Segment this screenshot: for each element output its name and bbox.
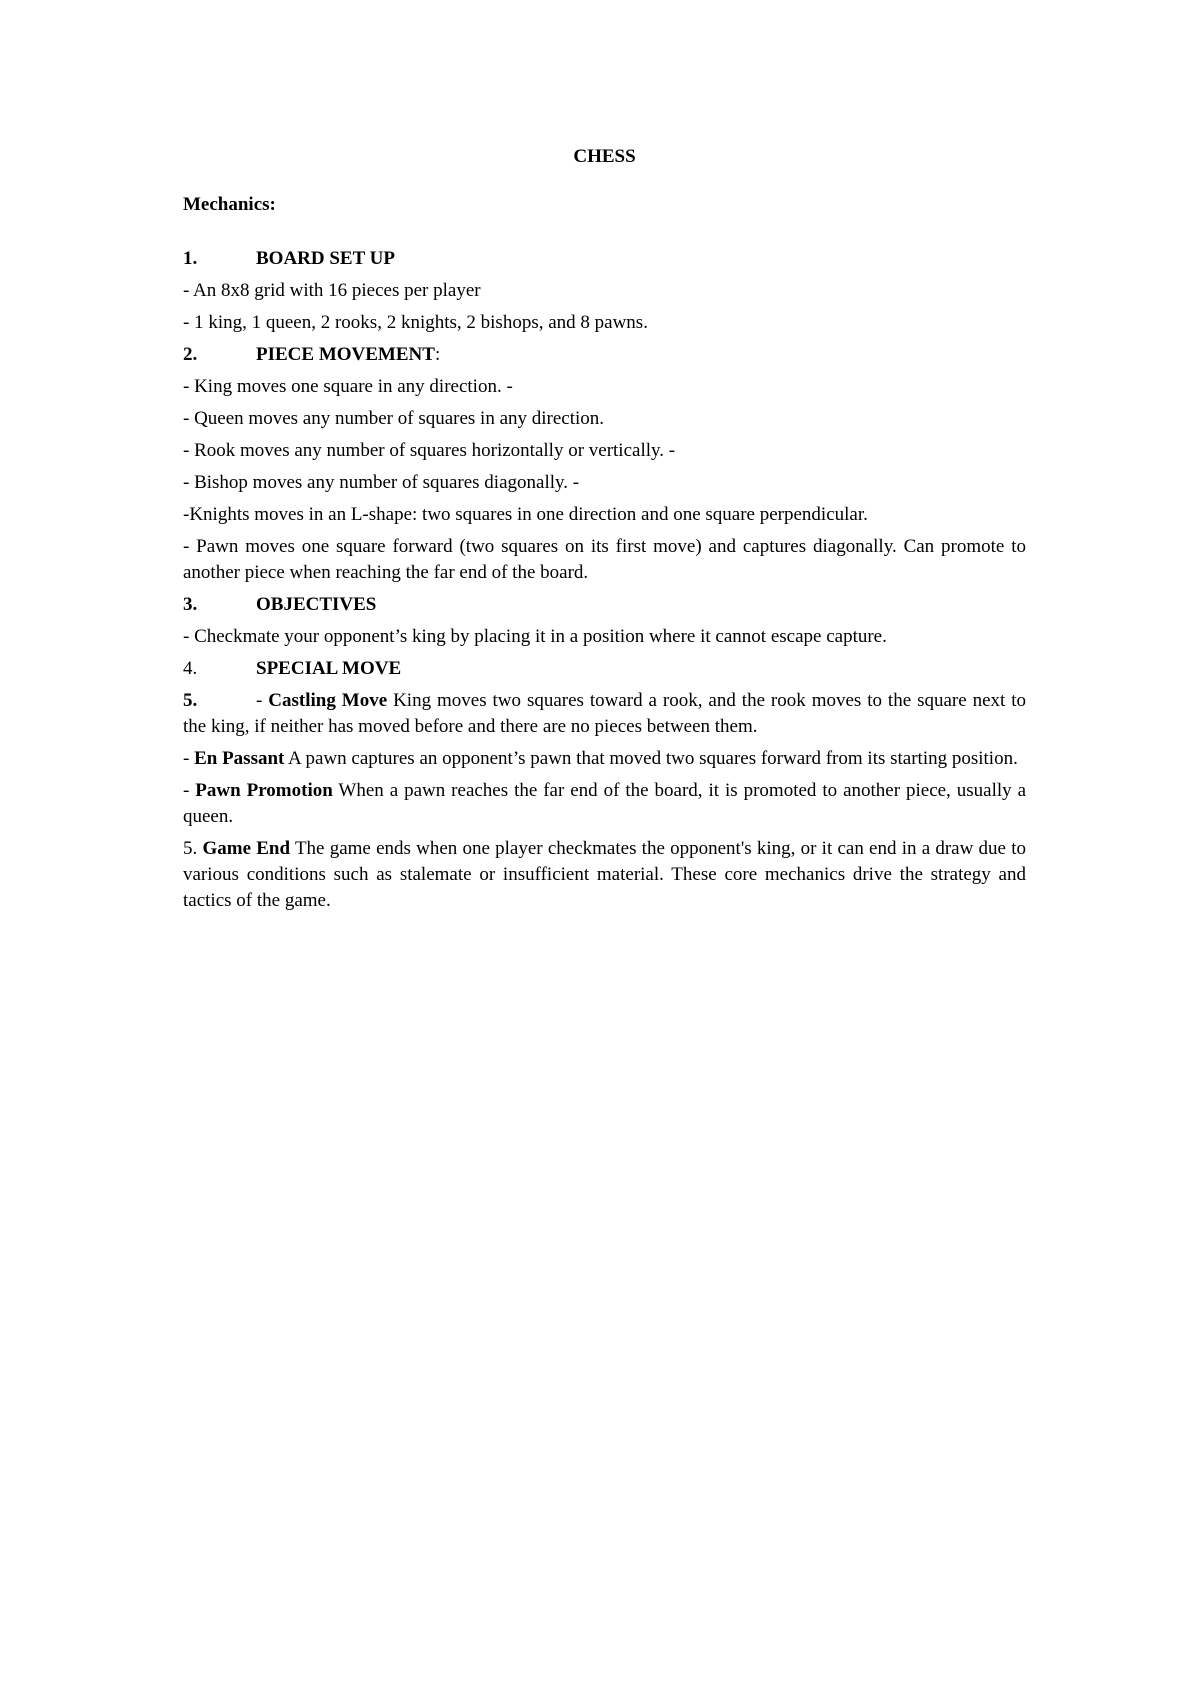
section-heading-board — [183, 246, 1026, 272]
section-title-wrapper — [256, 342, 440, 368]
document-body — [183, 144, 1026, 920]
item-number: 5. — [183, 690, 198, 711]
section-colon: : — [434, 344, 441, 365]
movement-line: - Rook moves any number of squares horizontally or vertically. - — [183, 440, 676, 461]
section-title: BOARD SET UP — [256, 248, 396, 269]
movement-line: - Pawn moves one square forward (two squares on its first move) and captures diagonally. Can promote to another piece when reaching the far end of the board. — [183, 536, 1026, 583]
section-title: SPECIAL MOVE — [256, 658, 402, 679]
section-title: OBJECTIVES — [256, 594, 377, 615]
item-prefix: - — [183, 748, 195, 769]
item-label: Pawn Promotion — [195, 780, 333, 801]
document-subtitle: Mechanics: — [183, 194, 276, 215]
section-heading-special — [183, 656, 1026, 682]
section-number: 4. — [183, 658, 198, 679]
movement-line: - Bishop moves any number of squares diagonally. - — [183, 472, 580, 493]
item-prefix: - — [183, 780, 196, 801]
section-number: 3. — [183, 594, 198, 615]
special-castling — [183, 688, 1026, 740]
section-title: PIECE MOVEMENT — [256, 344, 435, 365]
item-text: King moves two squares toward a rook, and the rook moves to the square next to the king, if neither has moved before and there are no pieces between them. — [183, 690, 1027, 737]
item-text: A pawn captures an opponent’s pawn that moved two squares forward from its starting position. — [284, 748, 1018, 769]
objectives-line: - Checkmate your opponent’s king by placing it in a position where it cannot escape capture. — [183, 626, 887, 647]
movement-line: - King moves one square in any direction. - — [183, 376, 513, 397]
section-number: 1. — [183, 248, 198, 269]
section-number: 2. — [183, 344, 198, 365]
item-text: When a pawn reaches the far end of the board, it is promoted to another piece, usually a queen. — [183, 780, 1027, 827]
board-line: - An 8x8 grid with 16 pieces per player — [183, 280, 481, 301]
item-text: The game ends when one player checkmates the opponent's king, or it can end in a draw due to various conditions such as stalemate or insufficient material. These core mechanics drive the strategy and tactics of the game. — [183, 838, 1026, 911]
section-heading-movement — [183, 342, 1026, 368]
movement-line: - Queen moves any number of squares in any direction. — [183, 408, 605, 429]
item-number: 5. — [183, 838, 203, 859]
item-prefix: - — [256, 690, 269, 711]
board-line: - 1 king, 1 queen, 2 rooks, 2 knights, 2 bishops, and 8 pawns. — [183, 312, 648, 333]
special-promotion — [183, 778, 1026, 830]
section-heading-objectives — [183, 592, 1026, 618]
document-title: CHESS — [573, 146, 636, 167]
item-label: Game End — [202, 838, 291, 859]
item-label: Castling Move — [268, 690, 388, 711]
special-en-passant — [183, 746, 1026, 772]
item-label: En Passant — [194, 748, 285, 769]
game-end-paragraph — [183, 836, 1026, 914]
movement-line: -Knights moves in an L-shape: two squares in one direction and one square perpendicular. — [183, 504, 868, 525]
